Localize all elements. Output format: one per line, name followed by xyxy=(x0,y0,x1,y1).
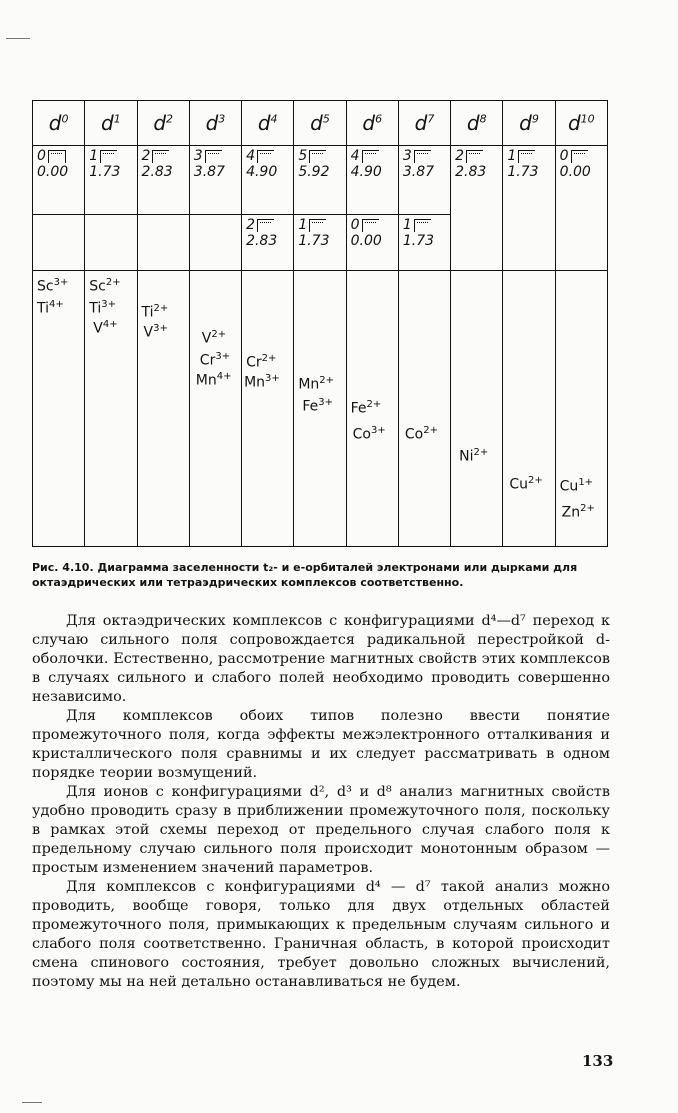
ls-empty-d2 xyxy=(137,215,189,271)
hs-cell-d0 xyxy=(33,146,85,215)
orbital-diagram-icon xyxy=(466,150,483,163)
ions-d8 xyxy=(451,271,503,547)
orbital-diagram-icon xyxy=(518,150,535,163)
ion-label: $Mn^{4+}$ xyxy=(195,371,232,389)
ions-d0 xyxy=(33,271,85,547)
ions-d3 xyxy=(189,271,241,547)
ion-label: $Co^{2+}$ xyxy=(404,425,438,443)
paragraph: Для комплексов обоих типов полезно ввести понятие промежуточного поля, когда эффекты межэлектронного отталкивания и кристаллического поля сравнимы и их следует рассматривать в одном порядке теории возмущений. xyxy=(32,708,610,781)
unpaired-count: 1 xyxy=(402,217,412,233)
orbital-diagram-icon xyxy=(48,150,66,163)
ls-cell-d5 xyxy=(294,215,346,271)
orbital-diagram-icon xyxy=(571,150,588,163)
ion-label: $Mn^{3+}$ xyxy=(244,373,280,391)
ion-label: $Ti^{2+}$ xyxy=(141,303,169,321)
magnetic-moment: 0.00 xyxy=(37,164,69,180)
hs-cell-d2 xyxy=(137,146,189,215)
hs-cell-d3 xyxy=(189,146,241,215)
unpaired-count: 0 xyxy=(37,148,46,164)
high-spin-row xyxy=(33,146,608,215)
ls-cell-d4 xyxy=(242,215,294,271)
ion-label: $Mn^{2+}$ xyxy=(298,375,335,393)
header-d0: $d^0$ xyxy=(33,101,85,146)
magnetic-moment: 1.73 xyxy=(89,164,121,180)
magnetic-moment: 0.00 xyxy=(350,233,382,249)
scan-artifact-bottom xyxy=(22,1102,42,1103)
ions-d1 xyxy=(85,271,137,547)
ion-label: $Cu^{1+}$ xyxy=(559,477,594,495)
header-d5: $d^5$ xyxy=(294,101,346,146)
unpaired-count: 4 xyxy=(350,148,360,164)
unpaired-count: 2 xyxy=(455,148,465,164)
ions-d10 xyxy=(555,271,607,547)
ion-label: $Ti^{3+}$ xyxy=(89,299,117,317)
magnetic-moment: 2.83 xyxy=(455,164,487,180)
hs-cell-d1 xyxy=(85,146,137,215)
unpaired-count: 0 xyxy=(559,148,569,164)
hs-cell-d10 xyxy=(555,146,607,271)
magnetic-moment: 2.83 xyxy=(246,233,278,249)
hs-cell-d9 xyxy=(503,146,555,271)
header-d3: $d^3$ xyxy=(189,101,241,146)
unpaired-count: 2 xyxy=(141,148,151,164)
paragraph: Для октаэдрических комплексов с конфигурациями d⁴—d⁷ переход к случаю сильного поля сопровождается радикальной перестройкой d-оболочки. Естественно, рассмотрение магнитных свойств этих комплексов в случаях сильного и слабого полей необходимо проводить совершенно независимо. xyxy=(32,613,610,705)
magnetic-moment: 4.90 xyxy=(246,164,278,180)
orbital-diagram-icon xyxy=(257,219,274,232)
header-d4: $d^4$ xyxy=(242,101,294,146)
ions-d5 xyxy=(294,271,346,547)
header-d8: $d^8$ xyxy=(451,101,503,146)
magnetic-moment: 2.83 xyxy=(141,164,173,180)
orbital-diagram-icon xyxy=(414,219,431,232)
paragraph: Для ионов с конфигурациями d², d³ и d⁸ анализ магнитных свойств удобно проводить сразу в приближении промежуточного поля, поскольку в рамках этой схемы переход от предельного случая слабого поля к предельному случаю сильного поля происходит монотонным образом — простым изменением значений параметров. xyxy=(32,784,610,876)
hs-cell-d7 xyxy=(398,146,450,215)
ion-label: $V^{3+}$ xyxy=(143,323,168,341)
configuration-header-row xyxy=(33,101,608,146)
ls-cell-d6 xyxy=(346,215,398,271)
header-d9: $d^9$ xyxy=(503,101,555,146)
unpaired-count: 0 xyxy=(350,217,360,233)
header-d7: $d^7$ xyxy=(398,101,450,146)
magnetic-moment: 5.92 xyxy=(298,164,330,180)
ion-label: $Ni^{2+}$ xyxy=(459,447,489,465)
unpaired-count: 1 xyxy=(298,217,308,233)
ion-label: $V^{2+}$ xyxy=(201,329,227,347)
orbital-occupancy-table xyxy=(32,100,608,547)
ion-label: $V^{4+}$ xyxy=(93,319,118,337)
header-d6: $d^6$ xyxy=(346,101,398,146)
figure-caption: Рис. 4.10. Диаграмма заселенности t₂- и e-орбиталей электронами или дырками для октаэдрических или тетраэдрических комплексов соответственно. xyxy=(32,561,578,589)
orbital-diagram-icon xyxy=(205,150,222,163)
body-text xyxy=(32,612,610,992)
orbital-diagram-icon xyxy=(362,150,379,163)
magnetic-moment: 1.73 xyxy=(507,164,539,180)
orbital-diagram-icon xyxy=(257,150,274,163)
orbital-diagram-icon xyxy=(362,219,379,232)
orbital-diagram-icon xyxy=(100,150,117,163)
ions-d6 xyxy=(346,271,398,547)
scan-artifact-top xyxy=(6,38,30,39)
orbital-diagram-icon xyxy=(309,150,326,163)
header-d1: $d^1$ xyxy=(85,101,137,146)
hs-cell-d8 xyxy=(451,146,503,271)
ion-label: $Fe^{3+}$ xyxy=(302,397,333,415)
page-number: 133 xyxy=(582,1052,614,1070)
ion-label: $Ti^{4+}$ xyxy=(37,299,64,317)
magnetic-moment: 4.90 xyxy=(350,164,382,180)
magnetic-moment: 3.87 xyxy=(193,164,225,180)
unpaired-count: 3 xyxy=(193,148,203,164)
ion-label: $Cr^{2+}$ xyxy=(246,353,277,371)
header-d10: $d^{10}$ xyxy=(555,101,607,146)
ions-d4 xyxy=(242,271,294,547)
ion-label: $Co^{3+}$ xyxy=(352,425,386,443)
ions-row xyxy=(33,271,608,547)
hs-cell-d4 xyxy=(242,146,294,215)
unpaired-count: 1 xyxy=(89,148,99,164)
ls-cell-d7 xyxy=(398,215,450,271)
ion-label: $Sc^{2+}$ xyxy=(89,277,121,295)
orbital-diagram-icon xyxy=(309,219,326,232)
paragraph: Для комплексов с конфигурациями d⁴ — d⁷ такой анализ можно проводить, вообще говоря, только для двух отдельных областей промежуточного поля, примыкающих к предельным случаям сильного и слабого поля соответственно. Граничная область, в которой происходит смена спинового состояния, требует довольно сложных вычислений, поэтому мы на ней детально останавливаться не будем. xyxy=(32,879,610,990)
ions-d7 xyxy=(398,271,450,547)
unpaired-count: 4 xyxy=(246,148,255,164)
magnetic-moment: 1.73 xyxy=(402,233,435,249)
ion-label: $Cu^{2+}$ xyxy=(509,475,543,493)
unpaired-count: 3 xyxy=(402,148,412,164)
hs-cell-d6 xyxy=(346,146,398,215)
unpaired-count: 2 xyxy=(246,217,255,233)
ion-label: $Sc^{3+}$ xyxy=(37,277,69,295)
ls-empty-d1 xyxy=(85,215,137,271)
ls-empty-d3 xyxy=(189,215,241,271)
ion-label: $Fe^{2+}$ xyxy=(350,399,382,417)
ions-d9 xyxy=(503,271,555,547)
magnetic-moment: 3.87 xyxy=(402,164,435,180)
orbital-diagram-icon xyxy=(152,150,169,163)
hs-cell-d5 xyxy=(294,146,346,215)
unpaired-count: 1 xyxy=(507,148,517,164)
orbital-diagram-icon xyxy=(414,150,431,163)
magnetic-moment: 1.73 xyxy=(298,233,330,249)
unpaired-count: 5 xyxy=(298,148,308,164)
magnetic-moment: 0.00 xyxy=(559,164,591,180)
ions-d2 xyxy=(137,271,189,547)
ion-label: $Zn^{2+}$ xyxy=(561,503,595,521)
ls-empty-d0 xyxy=(33,215,85,271)
ion-label: $Cr^{3+}$ xyxy=(199,351,231,369)
header-d2: $d^2$ xyxy=(137,101,189,146)
